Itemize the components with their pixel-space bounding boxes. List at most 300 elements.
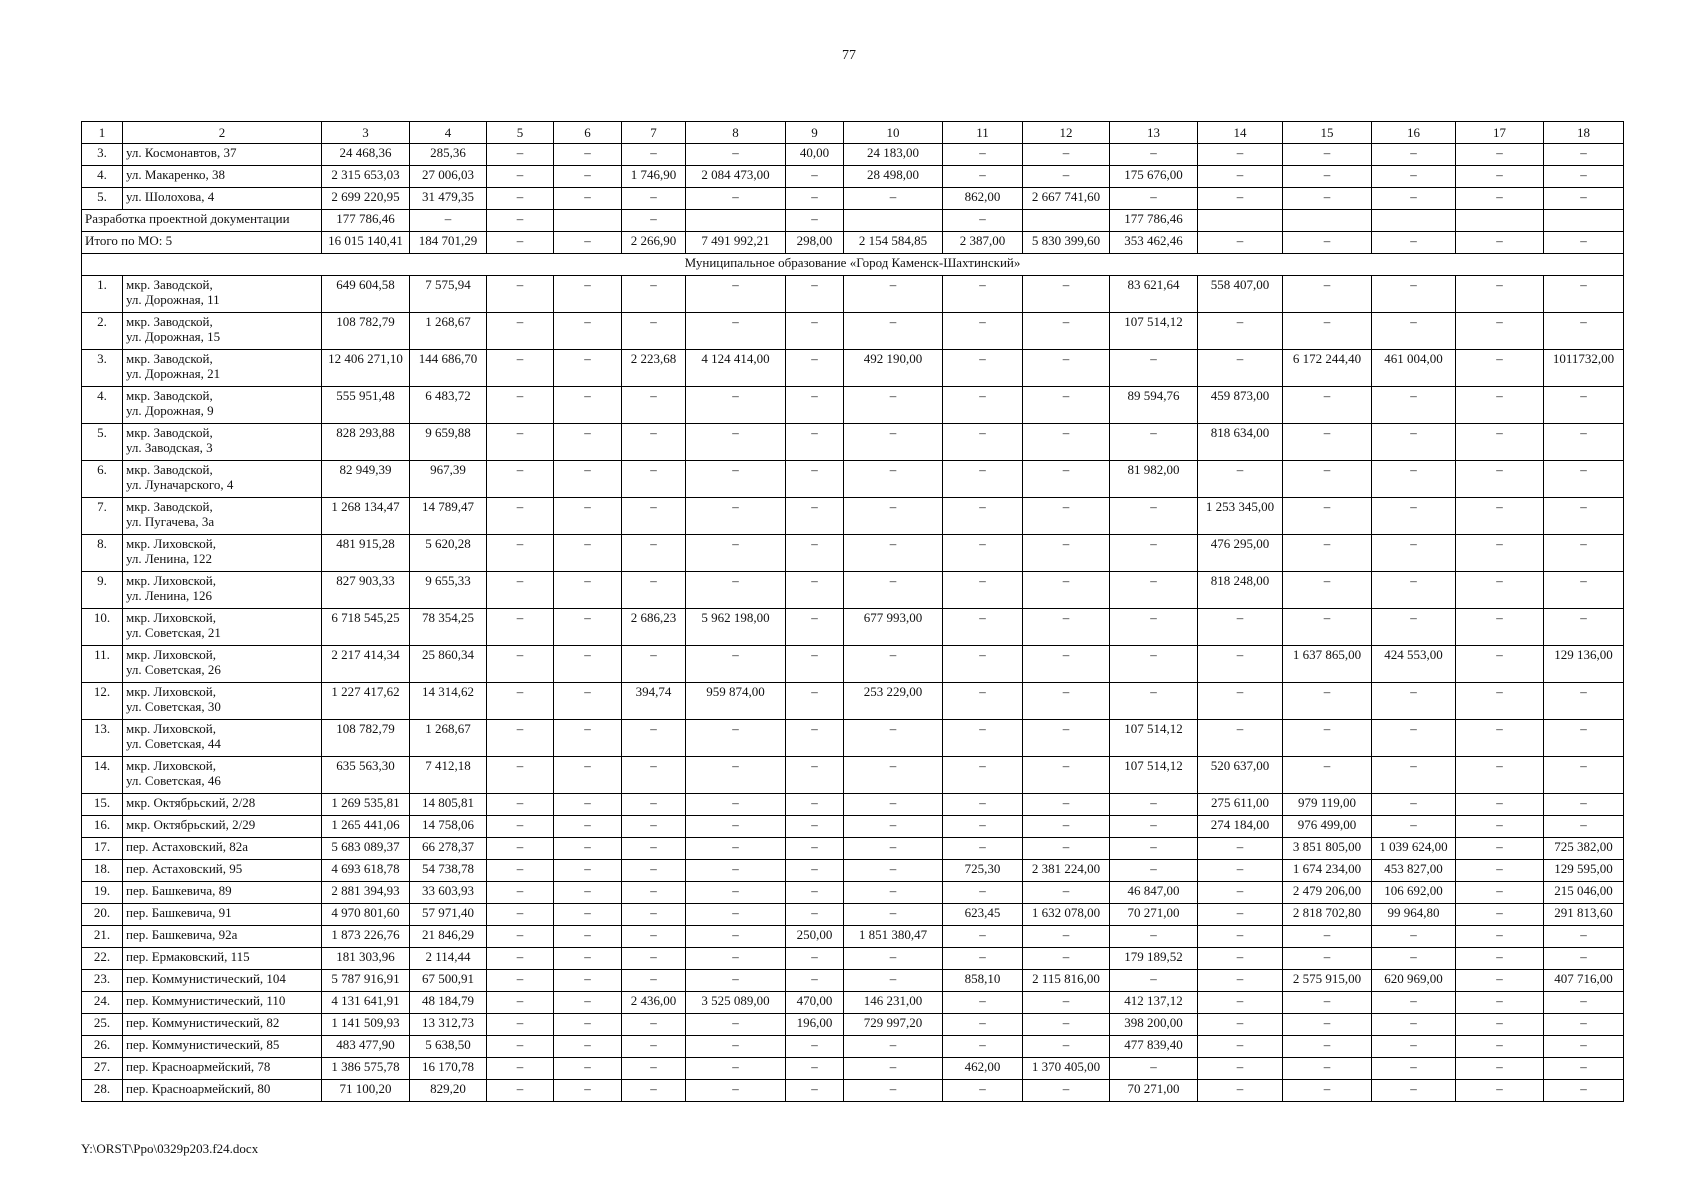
value-cell: 476 295,00 — [1198, 535, 1283, 572]
value-cell: – — [622, 970, 686, 992]
value-cell: – — [1456, 461, 1544, 498]
value-cell: 129 136,00 — [1544, 646, 1624, 683]
value-cell: – — [487, 572, 554, 609]
value-cell: – — [1110, 646, 1198, 683]
value-cell: – — [686, 860, 786, 882]
value-cell: 196,00 — [786, 1014, 844, 1036]
value-cell: 78 354,25 — [410, 609, 487, 646]
value-cell: 407 716,00 — [1544, 970, 1624, 992]
value-cell: – — [622, 387, 686, 424]
value-cell: – — [487, 424, 554, 461]
value-cell: – — [554, 816, 622, 838]
value-cell: – — [686, 1058, 786, 1080]
value-cell: – — [1198, 860, 1283, 882]
table-row — [82, 276, 1624, 313]
value-cell: 5 787 916,91 — [322, 970, 410, 992]
value-cell: – — [1544, 720, 1624, 757]
value-cell: – — [1023, 166, 1110, 188]
value-cell: – — [786, 609, 844, 646]
row-number: 10. — [82, 609, 123, 646]
value-cell: – — [622, 313, 686, 350]
value-cell: – — [554, 572, 622, 609]
value-cell: – — [786, 646, 844, 683]
value-cell: – — [1544, 424, 1624, 461]
value-cell: – — [1456, 926, 1544, 948]
value-cell: 453 827,00 — [1372, 860, 1456, 882]
row-number: 27. — [82, 1058, 123, 1080]
address-cell: пер. Башкевича, 92а — [123, 926, 322, 948]
value-cell: – — [1198, 1036, 1283, 1058]
column-header: 4 — [410, 122, 487, 144]
value-cell: – — [1110, 816, 1198, 838]
value-cell: – — [554, 1058, 622, 1080]
value-cell: – — [686, 720, 786, 757]
value-cell: – — [622, 646, 686, 683]
value-cell: 677 993,00 — [844, 609, 943, 646]
value-cell: – — [1198, 720, 1283, 757]
value-cell: – — [844, 860, 943, 882]
value-cell: – — [686, 646, 786, 683]
value-cell: – — [1110, 838, 1198, 860]
address-cell: мкр. Лиховской, ул. Советская, 21 — [123, 609, 322, 646]
value-cell: – — [1544, 1080, 1624, 1102]
value-cell: – — [622, 882, 686, 904]
table-row — [82, 992, 1624, 1014]
column-header: 11 — [943, 122, 1023, 144]
value-cell: – — [554, 166, 622, 188]
column-header: 14 — [1198, 122, 1283, 144]
value-cell: – — [1110, 926, 1198, 948]
column-header: 9 — [786, 122, 844, 144]
value-cell — [1544, 210, 1624, 232]
value-cell: 70 271,00 — [1110, 904, 1198, 926]
value-cell: – — [1283, 992, 1372, 1014]
value-cell: – — [943, 313, 1023, 350]
address-cell: пер. Коммунистический, 110 — [123, 992, 322, 1014]
value-cell: 979 119,00 — [1283, 794, 1372, 816]
value-cell: – — [554, 424, 622, 461]
value-cell: – — [1544, 535, 1624, 572]
value-cell: – — [487, 1036, 554, 1058]
value-cell: 818 248,00 — [1198, 572, 1283, 609]
value-cell: – — [622, 276, 686, 313]
address-cell: ул. Космонавтов, 37 — [123, 144, 322, 166]
value-cell: – — [1110, 860, 1198, 882]
section-row — [82, 254, 1624, 276]
address-cell: пер. Ермаковский, 115 — [123, 948, 322, 970]
value-cell: – — [1283, 926, 1372, 948]
value-cell: – — [554, 350, 622, 387]
value-cell: – — [487, 535, 554, 572]
value-cell: – — [786, 572, 844, 609]
value-cell: 470,00 — [786, 992, 844, 1014]
value-cell: 81 982,00 — [1110, 461, 1198, 498]
value-cell: 82 949,39 — [322, 461, 410, 498]
value-cell: – — [1372, 166, 1456, 188]
value-cell: – — [1023, 1036, 1110, 1058]
value-cell: – — [943, 350, 1023, 387]
value-cell: – — [622, 926, 686, 948]
value-cell: 5 638,50 — [410, 1036, 487, 1058]
value-cell: – — [1456, 838, 1544, 860]
value-cell: – — [554, 926, 622, 948]
value-cell: – — [786, 424, 844, 461]
value-cell: – — [786, 683, 844, 720]
value-cell: – — [1198, 683, 1283, 720]
value-cell: – — [1456, 572, 1544, 609]
value-cell: – — [844, 794, 943, 816]
value-cell: 66 278,37 — [410, 838, 487, 860]
column-header: 12 — [1023, 122, 1110, 144]
value-cell: 829,20 — [410, 1080, 487, 1102]
table-row — [82, 461, 1624, 498]
value-cell: – — [554, 992, 622, 1014]
value-cell: 2 381 224,00 — [1023, 860, 1110, 882]
value-cell: – — [1283, 232, 1372, 254]
value-cell: – — [844, 948, 943, 970]
value-cell: 4 124 414,00 — [686, 350, 786, 387]
value-cell: – — [1283, 757, 1372, 794]
value-cell: – — [1198, 926, 1283, 948]
value-cell: 520 637,00 — [1198, 757, 1283, 794]
value-cell — [1198, 210, 1283, 232]
value-cell: 353 462,46 — [1110, 232, 1198, 254]
value-cell: – — [786, 1080, 844, 1102]
value-cell: 179 189,52 — [1110, 948, 1198, 970]
table-row — [82, 1014, 1624, 1036]
row-number: 12. — [82, 683, 123, 720]
table-row — [82, 424, 1624, 461]
value-cell: – — [1023, 350, 1110, 387]
value-cell: – — [487, 838, 554, 860]
value-cell: – — [1544, 498, 1624, 535]
value-cell: 12 406 271,10 — [322, 350, 410, 387]
value-cell: – — [622, 948, 686, 970]
value-cell: – — [554, 313, 622, 350]
value-cell: – — [1198, 904, 1283, 926]
value-cell: – — [487, 350, 554, 387]
value-cell: – — [844, 1080, 943, 1102]
value-cell: – — [1110, 609, 1198, 646]
value-cell: 394,74 — [622, 683, 686, 720]
value-cell: 2 818 702,80 — [1283, 904, 1372, 926]
column-header: 6 — [554, 122, 622, 144]
row-number: 3. — [82, 350, 123, 387]
value-cell: 1 851 380,47 — [844, 926, 943, 948]
table-row — [82, 926, 1624, 948]
value-cell: – — [1372, 144, 1456, 166]
value-cell: – — [554, 535, 622, 572]
value-cell: – — [487, 188, 554, 210]
value-cell: – — [487, 276, 554, 313]
value-cell: 2 479 206,00 — [1283, 882, 1372, 904]
value-cell: – — [1456, 816, 1544, 838]
value-cell: – — [1456, 948, 1544, 970]
value-cell: – — [554, 144, 622, 166]
value-cell: – — [554, 794, 622, 816]
value-cell: – — [686, 144, 786, 166]
value-cell: – — [1110, 188, 1198, 210]
value-cell: – — [1023, 461, 1110, 498]
value-cell: 57 971,40 — [410, 904, 487, 926]
value-cell: 725,30 — [943, 860, 1023, 882]
value-cell: – — [1283, 424, 1372, 461]
value-cell: – — [943, 757, 1023, 794]
value-cell: – — [554, 720, 622, 757]
table-row — [82, 166, 1624, 188]
value-cell: – — [786, 1058, 844, 1080]
value-cell: – — [1456, 350, 1544, 387]
table-row — [82, 683, 1624, 720]
value-cell: – — [1372, 992, 1456, 1014]
value-cell: – — [686, 816, 786, 838]
value-cell: 1 268 134,47 — [322, 498, 410, 535]
value-cell: – — [844, 387, 943, 424]
value-cell: – — [487, 948, 554, 970]
value-cell: 71 100,20 — [322, 1080, 410, 1102]
value-cell: – — [1456, 646, 1544, 683]
address-cell: пер. Красноармейский, 80 — [123, 1080, 322, 1102]
value-cell: 2 217 414,34 — [322, 646, 410, 683]
value-cell: – — [844, 535, 943, 572]
value-cell: – — [1283, 948, 1372, 970]
address-cell: мкр. Лиховской, ул. Советская, 26 — [123, 646, 322, 683]
value-cell: – — [1372, 313, 1456, 350]
table-row — [82, 646, 1624, 683]
value-cell: – — [1456, 232, 1544, 254]
value-cell: – — [1456, 498, 1544, 535]
value-cell: – — [622, 1036, 686, 1058]
value-cell: 1 632 078,00 — [1023, 904, 1110, 926]
column-header: 15 — [1283, 122, 1372, 144]
value-cell: – — [487, 232, 554, 254]
value-cell: – — [1544, 794, 1624, 816]
value-cell: 2 315 653,03 — [322, 166, 410, 188]
value-cell: 462,00 — [943, 1058, 1023, 1080]
column-header: 16 — [1372, 122, 1456, 144]
value-cell: 623,45 — [943, 904, 1023, 926]
value-cell: – — [1023, 424, 1110, 461]
table-row — [82, 816, 1624, 838]
table-row — [82, 794, 1624, 816]
table-row — [82, 313, 1624, 350]
value-cell: – — [1283, 720, 1372, 757]
address-cell: пер. Коммунистический, 82 — [123, 1014, 322, 1036]
value-cell: – — [1198, 838, 1283, 860]
value-cell: – — [1456, 1058, 1544, 1080]
value-cell: 2 575 915,00 — [1283, 970, 1372, 992]
value-cell: – — [622, 838, 686, 860]
address-cell: пер. Астаховский, 95 — [123, 860, 322, 882]
value-cell: – — [487, 1080, 554, 1102]
value-cell: – — [1198, 646, 1283, 683]
value-cell: – — [487, 757, 554, 794]
row-number: 5. — [82, 424, 123, 461]
row-number: 20. — [82, 904, 123, 926]
value-cell: – — [1198, 461, 1283, 498]
value-cell: 28 498,00 — [844, 166, 943, 188]
value-cell: – — [844, 424, 943, 461]
value-cell: – — [1110, 683, 1198, 720]
address-cell: мкр. Лиховской, ул. Советская, 44 — [123, 720, 322, 757]
value-cell: – — [1110, 572, 1198, 609]
value-cell: – — [786, 794, 844, 816]
value-cell: 6 483,72 — [410, 387, 487, 424]
value-cell: – — [1544, 313, 1624, 350]
value-cell: – — [487, 720, 554, 757]
value-cell: – — [1023, 720, 1110, 757]
value-cell: – — [554, 757, 622, 794]
value-cell: – — [1544, 1058, 1624, 1080]
row-number: 23. — [82, 970, 123, 992]
table-row — [82, 387, 1624, 424]
value-cell: – — [1456, 992, 1544, 1014]
summary-label: Разработка проектной документации — [82, 210, 322, 232]
value-cell: – — [1544, 1036, 1624, 1058]
value-cell: – — [1456, 313, 1544, 350]
value-cell: 1 873 226,76 — [322, 926, 410, 948]
value-cell: – — [1198, 350, 1283, 387]
value-cell: 285,36 — [410, 144, 487, 166]
value-cell: – — [786, 188, 844, 210]
value-cell: – — [786, 498, 844, 535]
value-cell: – — [1198, 144, 1283, 166]
value-cell: 649 604,58 — [322, 276, 410, 313]
value-cell: – — [786, 882, 844, 904]
table-row — [82, 1058, 1624, 1080]
value-cell: – — [686, 572, 786, 609]
value-cell: – — [786, 948, 844, 970]
value-cell — [686, 210, 786, 232]
value-cell: – — [1023, 882, 1110, 904]
value-cell: 83 621,64 — [1110, 276, 1198, 313]
value-cell: – — [844, 1058, 943, 1080]
value-cell: – — [1456, 387, 1544, 424]
value-cell: – — [844, 188, 943, 210]
address-cell: мкр. Лиховской, ул. Ленина, 122 — [123, 535, 322, 572]
value-cell: 181 303,96 — [322, 948, 410, 970]
value-cell: – — [943, 720, 1023, 757]
value-cell: – — [1023, 646, 1110, 683]
value-cell: 24 183,00 — [844, 144, 943, 166]
value-cell: – — [1110, 535, 1198, 572]
row-number: 7. — [82, 498, 123, 535]
value-cell: – — [786, 166, 844, 188]
value-cell: 7 575,94 — [410, 276, 487, 313]
table-row — [82, 350, 1624, 387]
value-cell: – — [554, 948, 622, 970]
address-cell: пер. Коммунистический, 85 — [123, 1036, 322, 1058]
value-cell: – — [1544, 992, 1624, 1014]
row-number: 17. — [82, 838, 123, 860]
value-cell: – — [1456, 535, 1544, 572]
value-cell: – — [943, 794, 1023, 816]
value-cell: 291 813,60 — [1544, 904, 1624, 926]
value-cell: – — [622, 816, 686, 838]
value-cell: – — [1372, 461, 1456, 498]
table-row — [82, 1080, 1624, 1102]
value-cell: 2 266,90 — [622, 232, 686, 254]
table-row — [82, 904, 1624, 926]
value-cell: – — [1023, 1080, 1110, 1102]
row-number: 11. — [82, 646, 123, 683]
value-cell: – — [1456, 860, 1544, 882]
row-number: 1. — [82, 276, 123, 313]
address-cell: мкр. Октябрьский, 2/28 — [123, 794, 322, 816]
value-cell: 1 039 624,00 — [1372, 838, 1456, 860]
value-cell: – — [1110, 970, 1198, 992]
value-cell: – — [686, 794, 786, 816]
value-cell: – — [487, 816, 554, 838]
value-cell: – — [1544, 816, 1624, 838]
value-cell: – — [487, 461, 554, 498]
design-docs-row — [82, 210, 1624, 232]
value-cell: 2 686,23 — [622, 609, 686, 646]
value-cell: – — [1283, 683, 1372, 720]
value-cell: – — [554, 683, 622, 720]
value-cell: – — [943, 1036, 1023, 1058]
value-cell: – — [686, 188, 786, 210]
column-header: 18 — [1544, 122, 1624, 144]
value-cell: 5 620,28 — [410, 535, 487, 572]
value-cell: – — [1372, 683, 1456, 720]
value-cell: – — [943, 838, 1023, 860]
value-cell: 7 491 992,21 — [686, 232, 786, 254]
value-cell: – — [1023, 992, 1110, 1014]
value-cell: 858,10 — [943, 970, 1023, 992]
value-cell: – — [844, 757, 943, 794]
value-cell: – — [1023, 926, 1110, 948]
row-number: 21. — [82, 926, 123, 948]
table-row — [82, 188, 1624, 210]
value-cell: – — [1372, 232, 1456, 254]
value-cell: – — [1023, 498, 1110, 535]
table-row — [82, 970, 1624, 992]
value-cell: 14 805,81 — [410, 794, 487, 816]
value-cell: 107 514,12 — [1110, 313, 1198, 350]
value-cell: 177 786,46 — [1110, 210, 1198, 232]
value-cell: 4 970 801,60 — [322, 904, 410, 926]
value-cell: – — [1110, 498, 1198, 535]
value-cell: – — [1283, 387, 1372, 424]
value-cell: 253 229,00 — [844, 683, 943, 720]
value-cell: – — [487, 970, 554, 992]
value-cell: 6 718 545,25 — [322, 609, 410, 646]
value-cell: – — [1198, 882, 1283, 904]
value-cell — [1283, 210, 1372, 232]
address-cell: мкр. Заводской, ул. Дорожная, 11 — [123, 276, 322, 313]
value-cell: 818 634,00 — [1198, 424, 1283, 461]
value-cell: – — [686, 424, 786, 461]
value-cell: – — [554, 1036, 622, 1058]
value-cell: – — [686, 276, 786, 313]
value-cell: – — [622, 1058, 686, 1080]
value-cell: 635 563,30 — [322, 757, 410, 794]
value-cell: 4 131 641,91 — [322, 992, 410, 1014]
value-cell: – — [686, 838, 786, 860]
value-cell: 146 231,00 — [844, 992, 943, 1014]
value-cell: – — [1023, 683, 1110, 720]
value-cell: – — [1544, 926, 1624, 948]
value-cell: – — [1372, 926, 1456, 948]
value-cell: – — [1198, 1058, 1283, 1080]
value-cell: 16 170,78 — [410, 1058, 487, 1080]
value-cell: – — [1372, 948, 1456, 970]
value-cell: – — [1372, 188, 1456, 210]
value-cell: – — [844, 1036, 943, 1058]
value-cell: – — [1198, 188, 1283, 210]
value-cell: – — [786, 757, 844, 794]
